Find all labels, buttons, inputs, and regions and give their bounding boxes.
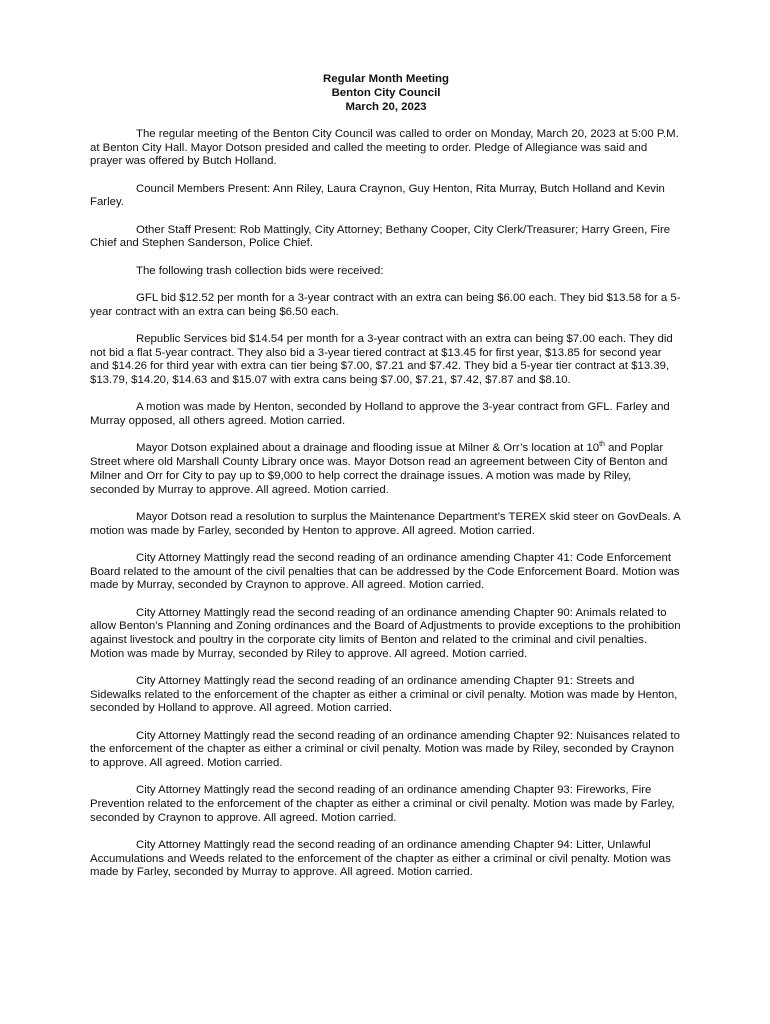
call-to-order-paragraph: The regular meeting of the Benton City Council was called to order on Monday, March 20, 2023 at 5:00 P.M. at Benton City Hall. Mayor Dotson presided and called the meeting to order. Pledge of Allegiance was said and prayer was offered by Butch Holland. — [90, 128, 679, 168]
chapter-94-paragraph: City Attorney Mattingly read the second reading of an ordinance amending Chapter 94: Litter, Unlawful Accumulations and Weeds related to the enforcement of the chapter as either a criminal or civil penalty. Motion was made by Farley, seconded by Murray to approve. All agreed. Motion carried. — [90, 839, 671, 879]
chapter-92-paragraph: City Attorney Mattingly read the second reading of an ordinance amending Chapter 92: Nuisances related to the enforcement of the chapter as either a criminal or civil penalty. Motion was made by Riley, seconded by Craynon to approve. All agreed. Motion carried. — [90, 729, 680, 770]
meeting-title: Regular Month Meeting — [323, 73, 449, 85]
chapter-93-paragraph: City Attorney Mattingly read the second reading of an ordinance amending Chapter 93: Fireworks, Fire Prevention related to the enforcement of the chapter as either a criminal or civil penalty. Motion was made by Farley, seconded by Craynon to approve. All agreed. Motion carried. — [90, 784, 675, 824]
members-present-paragraph: Council Members Present: Ann Riley, Laura Craynon, Guy Henton, Rita Murray, Butch Holland and Kevin Farley. — [90, 182, 665, 209]
meeting-date: March 20, 2023 — [345, 101, 427, 113]
trash-bids-intro-paragraph: The following trash collection bids were received: — [136, 264, 384, 277]
drainage-paragraph — [90, 442, 682, 497]
ordinal-suffix: th — [599, 441, 605, 449]
council-name: Benton City Council — [331, 87, 441, 99]
drainage-text-part-1: Mayor Dotson explained about a drainage and flooding issue at Milner & Orr’s location at 10 — [136, 442, 600, 455]
staff-present-paragraph: Other Staff Present: Rob Mattingly, City Attorney; Bethany Cooper, City Clerk/Treasurer; Harry Green, Fire Chief and Stephen Sanderson, Police Chief. — [90, 223, 671, 250]
document-header — [90, 72, 682, 114]
chapter-90-paragraph: City Attorney Mattingly read the second reading of an ordinance amending Chapter 90: Animals related to allow Benton’s Planning and Zoning ordinances and the Board of Adjustments to provide exceptions to the prohibition against livestock and poultry in the corporate city limits of Benton and related to the criminal and civil penalties. Motion was made by Murray, seconded by Riley to approve. All agreed. Motion carried. — [90, 606, 681, 660]
gfl-bid-paragraph: GFL bid $12.52 per month for a 3-year contract with an extra can being $6.00 each. They bid $13.58 for a 5-year contract with an extra can being $6.50 each. — [90, 292, 681, 318]
document-page — [90, 72, 682, 894]
surplus-paragraph: Mayor Dotson read a resolution to surplus the Maintenance Department’s TEREX skid steer on GovDeals. A motion was made by Farley, seconded by Henton to approve. All agreed. Motion carried. — [90, 510, 681, 537]
republic-bid-paragraph: Republic Services bid $14.54 per month for a 3-year contract with an extra can being $7.00 each. They did not bid a flat 5-year contract. They also bid a 3-year tiered contract at $13.45 for first year, $13.85 for second year and $14.26 for third year with extra can tier being $7.00, $7.21 and $7.42. They bid a 5-year tier contract at $13.39, $13.79, $14.20, $14.63 and $15.07 with extra cans being $7.00, $7.21, $7.42, $7.87 and $8.10. — [90, 333, 673, 387]
gfl-motion-paragraph: A motion was made by Henton, seconded by Holland to approve the 3-year contract from GFL. Farley and Murray opposed, all others agreed. Motion carried. — [90, 401, 670, 428]
chapter-41-paragraph: City Attorney Mattingly read the second reading of an ordinance amending Chapter 41: Code Enforcement Board related to the amount of the civil penalties that can be addressed by the Code Enforcement Board. Motion was made by Murray, seconded by Craynon to approve. All agreed. Motion carried. — [90, 551, 680, 592]
chapter-91-paragraph: City Attorney Mattingly read the second reading of an ordinance amending Chapter 91: Streets and Sidewalks related to the enforcement of the chapter as either a criminal or civil penalty. Motion was made by Henton, seconded by Holland to approve. All agreed. Motion carried. — [90, 674, 678, 715]
drainage-text-part-2: and Poplar Street where old Marshall County Library once was. Mayor Dotson read an agreement between City of Benton and Milner and Orr for City to pay up to $9,000 to help correct the drainage issues. A motion was made by Riley, seconded by Murray to approve. All agreed. Motion carried. — [90, 442, 668, 496]
